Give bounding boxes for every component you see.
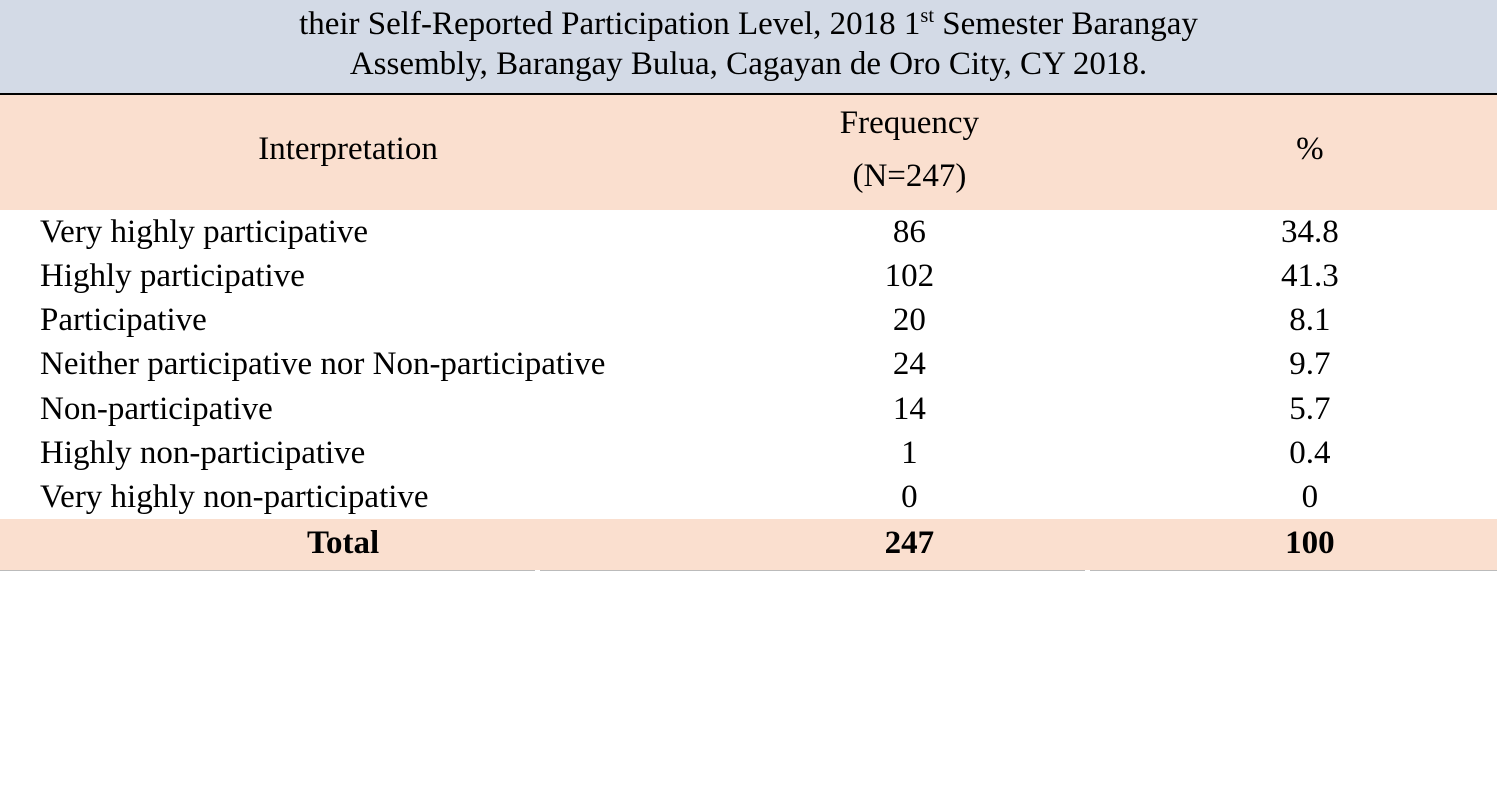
cell-interpretation: Very highly non-participative bbox=[0, 475, 696, 519]
cell-frequency: 1 bbox=[696, 431, 1123, 475]
column-header-frequency-spacer bbox=[706, 146, 1113, 154]
footer-rule-segment bbox=[1090, 570, 1497, 571]
table-row bbox=[0, 254, 1497, 298]
ordinal-superscript: st bbox=[920, 5, 935, 27]
table-title-line-1-suffix: Semester Barangay bbox=[934, 6, 1198, 42]
column-header-percent: % bbox=[1123, 94, 1497, 210]
table-body bbox=[0, 210, 1497, 570]
cell-percent: 8.1 bbox=[1123, 298, 1497, 342]
cell-percent: 5.7 bbox=[1123, 387, 1497, 431]
cell-percent: 0.4 bbox=[1123, 431, 1497, 475]
cell-frequency: 86 bbox=[696, 210, 1123, 254]
cell-interpretation: Neither participative nor Non-participative bbox=[0, 342, 696, 386]
table-total-row bbox=[0, 519, 1497, 569]
cell-frequency: 20 bbox=[696, 298, 1123, 342]
table-row bbox=[0, 210, 1497, 254]
cell-total-percent: 100 bbox=[1123, 519, 1497, 569]
cell-total-label: Total bbox=[0, 519, 696, 569]
cell-frequency: 24 bbox=[696, 342, 1123, 386]
cell-interpretation: Highly non-participative bbox=[0, 431, 696, 475]
cell-percent: 41.3 bbox=[1123, 254, 1497, 298]
table-row bbox=[0, 298, 1497, 342]
table-row bbox=[0, 387, 1497, 431]
cell-percent: 0 bbox=[1123, 475, 1497, 519]
column-header-frequency bbox=[696, 94, 1123, 210]
cell-frequency: 102 bbox=[696, 254, 1123, 298]
cell-total-frequency: 247 bbox=[696, 519, 1123, 569]
table-header-row bbox=[0, 94, 1497, 210]
cell-frequency: 0 bbox=[696, 475, 1123, 519]
cell-percent: 9.7 bbox=[1123, 342, 1497, 386]
cell-interpretation: Highly participative bbox=[0, 254, 696, 298]
cell-interpretation: Participative bbox=[0, 298, 696, 342]
table-row bbox=[0, 475, 1497, 519]
table-title bbox=[0, 0, 1497, 94]
table-row bbox=[0, 342, 1497, 386]
table-title-line-2: Assembly, Barangay Bulua, Cagayan de Oro City, CY 2018. bbox=[349, 46, 1148, 83]
column-header-frequency-n: (N=247) bbox=[852, 158, 967, 195]
footer-rule-segment bbox=[0, 570, 535, 571]
cell-interpretation: Very highly participative bbox=[0, 210, 696, 254]
column-header-frequency-label: Frequency bbox=[839, 104, 980, 141]
footer-rule-segment bbox=[540, 570, 1085, 571]
cell-percent: 34.8 bbox=[1123, 210, 1497, 254]
cell-interpretation: Non-participative bbox=[0, 387, 696, 431]
column-header-interpretation: Interpretation bbox=[0, 94, 696, 210]
table-title-line-1-text: their Self-Reported Participation Level, 2018 1 bbox=[299, 6, 921, 42]
table-title-row bbox=[0, 0, 1497, 94]
table-title-line-1 bbox=[20, 4, 1477, 44]
footer-rule bbox=[0, 570, 1497, 584]
cell-frequency: 14 bbox=[696, 387, 1123, 431]
table-row bbox=[0, 431, 1497, 475]
